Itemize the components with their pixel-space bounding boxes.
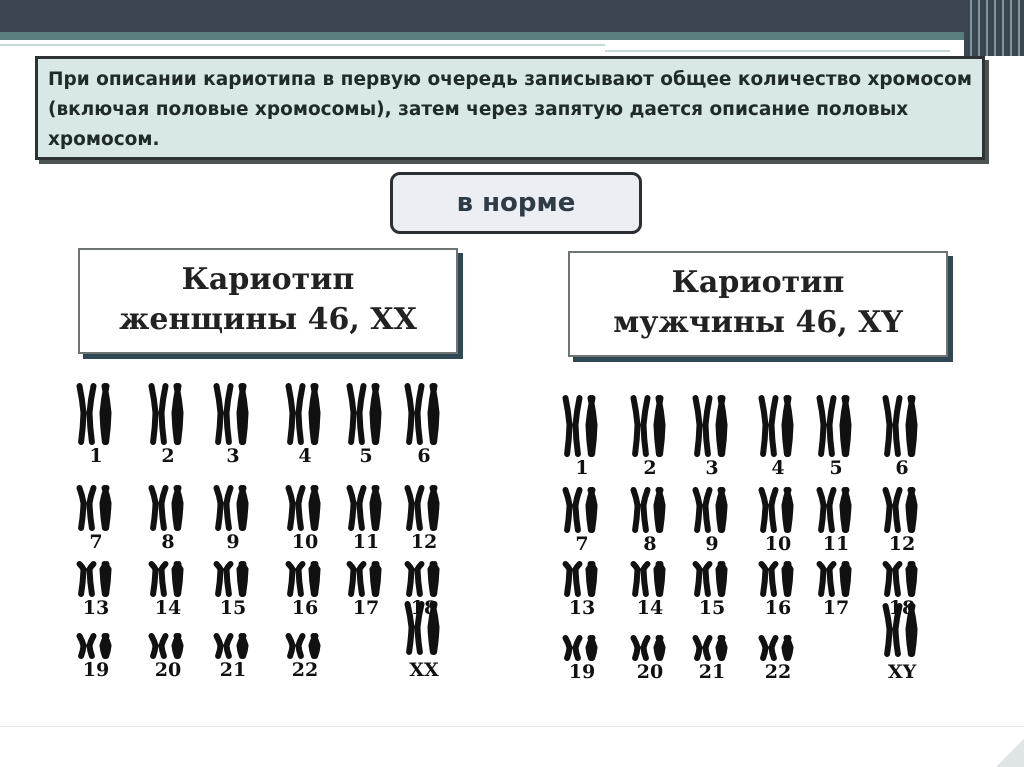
- male-chromosome-8: [628, 487, 672, 533]
- female-chromosome-label-11: 11: [352, 531, 380, 553]
- female-chromosome-label-1: 1: [89, 445, 103, 467]
- female-chromosome-label-21: 21: [219, 659, 247, 681]
- female-chromosome-label-15: 15: [219, 597, 247, 619]
- male-chromosome-label-22: 22: [764, 661, 792, 683]
- female-chromosome-7: [74, 485, 118, 531]
- female-chromosome-label-22: 22: [291, 659, 319, 681]
- female-chromosome-label-7: 7: [89, 531, 103, 553]
- slide-header-bar: [0, 0, 1024, 32]
- female-chromosome-5: [344, 383, 388, 445]
- male-chromosome-2: [628, 395, 672, 457]
- male-chromosome-5: [814, 395, 858, 457]
- slide-header-stripe: [0, 32, 1024, 40]
- male-chromosome-3: [690, 395, 734, 457]
- female-chromosome-label-12: 12: [410, 531, 438, 553]
- female-chromosome-13: [74, 561, 118, 597]
- male-chromosome-10: [756, 487, 800, 533]
- female-chromosome-18: [402, 561, 446, 597]
- female-chromosome-9: [211, 485, 255, 531]
- male-chromosome-label-17: 17: [822, 597, 850, 619]
- male-chromosome-16: [756, 561, 800, 597]
- intro-textbox: [35, 56, 985, 160]
- female-chromosome-1: [74, 383, 118, 445]
- female-chromosome-label-6: 6: [417, 445, 431, 467]
- male-chromosome-9: [690, 487, 734, 533]
- male-chromosome-17: [814, 561, 858, 597]
- male-chromosome-15: [690, 561, 734, 597]
- female-chromosome-label-14: 14: [154, 597, 182, 619]
- male-chromosome-11: [814, 487, 858, 533]
- male-chromosome-18: [880, 561, 924, 597]
- male-chromosome-21: [690, 635, 734, 661]
- male-sex-chromosome-label: XY: [887, 661, 917, 683]
- male-chromosome-label-2: 2: [643, 457, 657, 479]
- slide-bottom-line: [0, 726, 1024, 727]
- female-chromosome-8: [146, 485, 190, 531]
- male-chromosome-label-12: 12: [888, 533, 916, 555]
- female-chromosome-16: [283, 561, 327, 597]
- female-chromosome-label-18: 18: [410, 597, 438, 619]
- slide-header-decoration: [964, 0, 1024, 56]
- male-sex-chromosomes: [880, 603, 924, 657]
- female-chromosome-21: [211, 633, 255, 659]
- male-chromosome-label-7: 7: [575, 533, 589, 555]
- female-karyotype-title-box: [78, 248, 458, 354]
- decorative-line: [605, 50, 950, 52]
- male-chromosome-label-11: 11: [822, 533, 850, 555]
- decorative-line: [0, 44, 605, 46]
- male-chromosome-label-18: 18: [888, 597, 916, 619]
- female-chromosome-15: [211, 561, 255, 597]
- female-chromosome-10: [283, 485, 327, 531]
- male-chromosome-label-21: 21: [698, 661, 726, 683]
- male-chromosome-label-6: 6: [895, 457, 909, 479]
- female-chromosome-22: [283, 633, 327, 659]
- male-chromosome-13: [560, 561, 604, 597]
- female-chromosome-label-8: 8: [161, 531, 175, 553]
- female-chromosome-12: [402, 485, 446, 531]
- female-chromosome-17: [344, 561, 388, 597]
- female-chromosome-label-4: 4: [298, 445, 312, 467]
- female-chromosome-6: [402, 383, 446, 445]
- intro-text: При описании кариотипа в первую очередь записывают общее количество хромосом (включая половые хромосомы), затем через запятую дается описание половых хромосом.: [48, 69, 972, 150]
- male-chromosome-6: [880, 395, 924, 457]
- female-chromosome-label-2: 2: [161, 445, 175, 467]
- norm-label-box: [390, 172, 642, 234]
- norm-label: в норме: [456, 188, 576, 218]
- female-chromosome-11: [344, 485, 388, 531]
- male-chromosome-label-20: 20: [636, 661, 664, 683]
- male-chromosome-label-19: 19: [568, 661, 596, 683]
- female-chromosome-4: [283, 383, 327, 445]
- male-chromosome-label-14: 14: [636, 597, 664, 619]
- male-chromosome-label-5: 5: [829, 457, 843, 479]
- male-chromosome-label-9: 9: [705, 533, 719, 555]
- male-chromosome-19: [560, 635, 604, 661]
- male-chromosome-22: [756, 635, 800, 661]
- male-chromosome-label-16: 16: [764, 597, 792, 619]
- female-chromosome-label-13: 13: [82, 597, 110, 619]
- female-chromosome-2: [146, 383, 190, 445]
- female-chromosome-label-9: 9: [226, 531, 240, 553]
- male-chromosome-7: [560, 487, 604, 533]
- male-chromosome-label-3: 3: [705, 457, 719, 479]
- male-chromosome-14: [628, 561, 672, 597]
- male-chromosome-label-1: 1: [575, 457, 589, 479]
- female-sex-chromosome-label: XX: [409, 659, 439, 681]
- female-chromosome-label-10: 10: [291, 531, 319, 553]
- female-chromosome-label-19: 19: [82, 659, 110, 681]
- male-chromosome-label-4: 4: [771, 457, 785, 479]
- female-chromosome-20: [146, 633, 190, 659]
- male-karyotype-title-box: [568, 251, 948, 357]
- male-chromosome-4: [756, 395, 800, 457]
- female-chromosome-label-16: 16: [291, 597, 319, 619]
- male-chromosome-label-13: 13: [568, 597, 596, 619]
- page-curl-corner: [996, 739, 1024, 767]
- male-chromosome-label-8: 8: [643, 533, 657, 555]
- male-title-line2: мужчины 46, XY: [613, 305, 903, 340]
- male-chromosome-12: [880, 487, 924, 533]
- female-chromosome-19: [74, 633, 118, 659]
- female-chromosome-label-5: 5: [359, 445, 373, 467]
- male-chromosome-label-10: 10: [764, 533, 792, 555]
- female-chromosome-14: [146, 561, 190, 597]
- female-chromosome-3: [211, 383, 255, 445]
- male-title-line1: Кариотип: [671, 265, 845, 300]
- female-sex-chromosomes: [402, 601, 446, 655]
- female-chromosome-label-3: 3: [226, 445, 240, 467]
- female-chromosome-label-17: 17: [352, 597, 380, 619]
- female-title-line1: Кариотип: [181, 262, 355, 297]
- male-chromosome-label-15: 15: [698, 597, 726, 619]
- male-chromosome-1: [560, 395, 604, 457]
- female-chromosome-label-20: 20: [154, 659, 182, 681]
- female-title-line2: женщины 46, XX: [119, 302, 417, 337]
- male-chromosome-20: [628, 635, 672, 661]
